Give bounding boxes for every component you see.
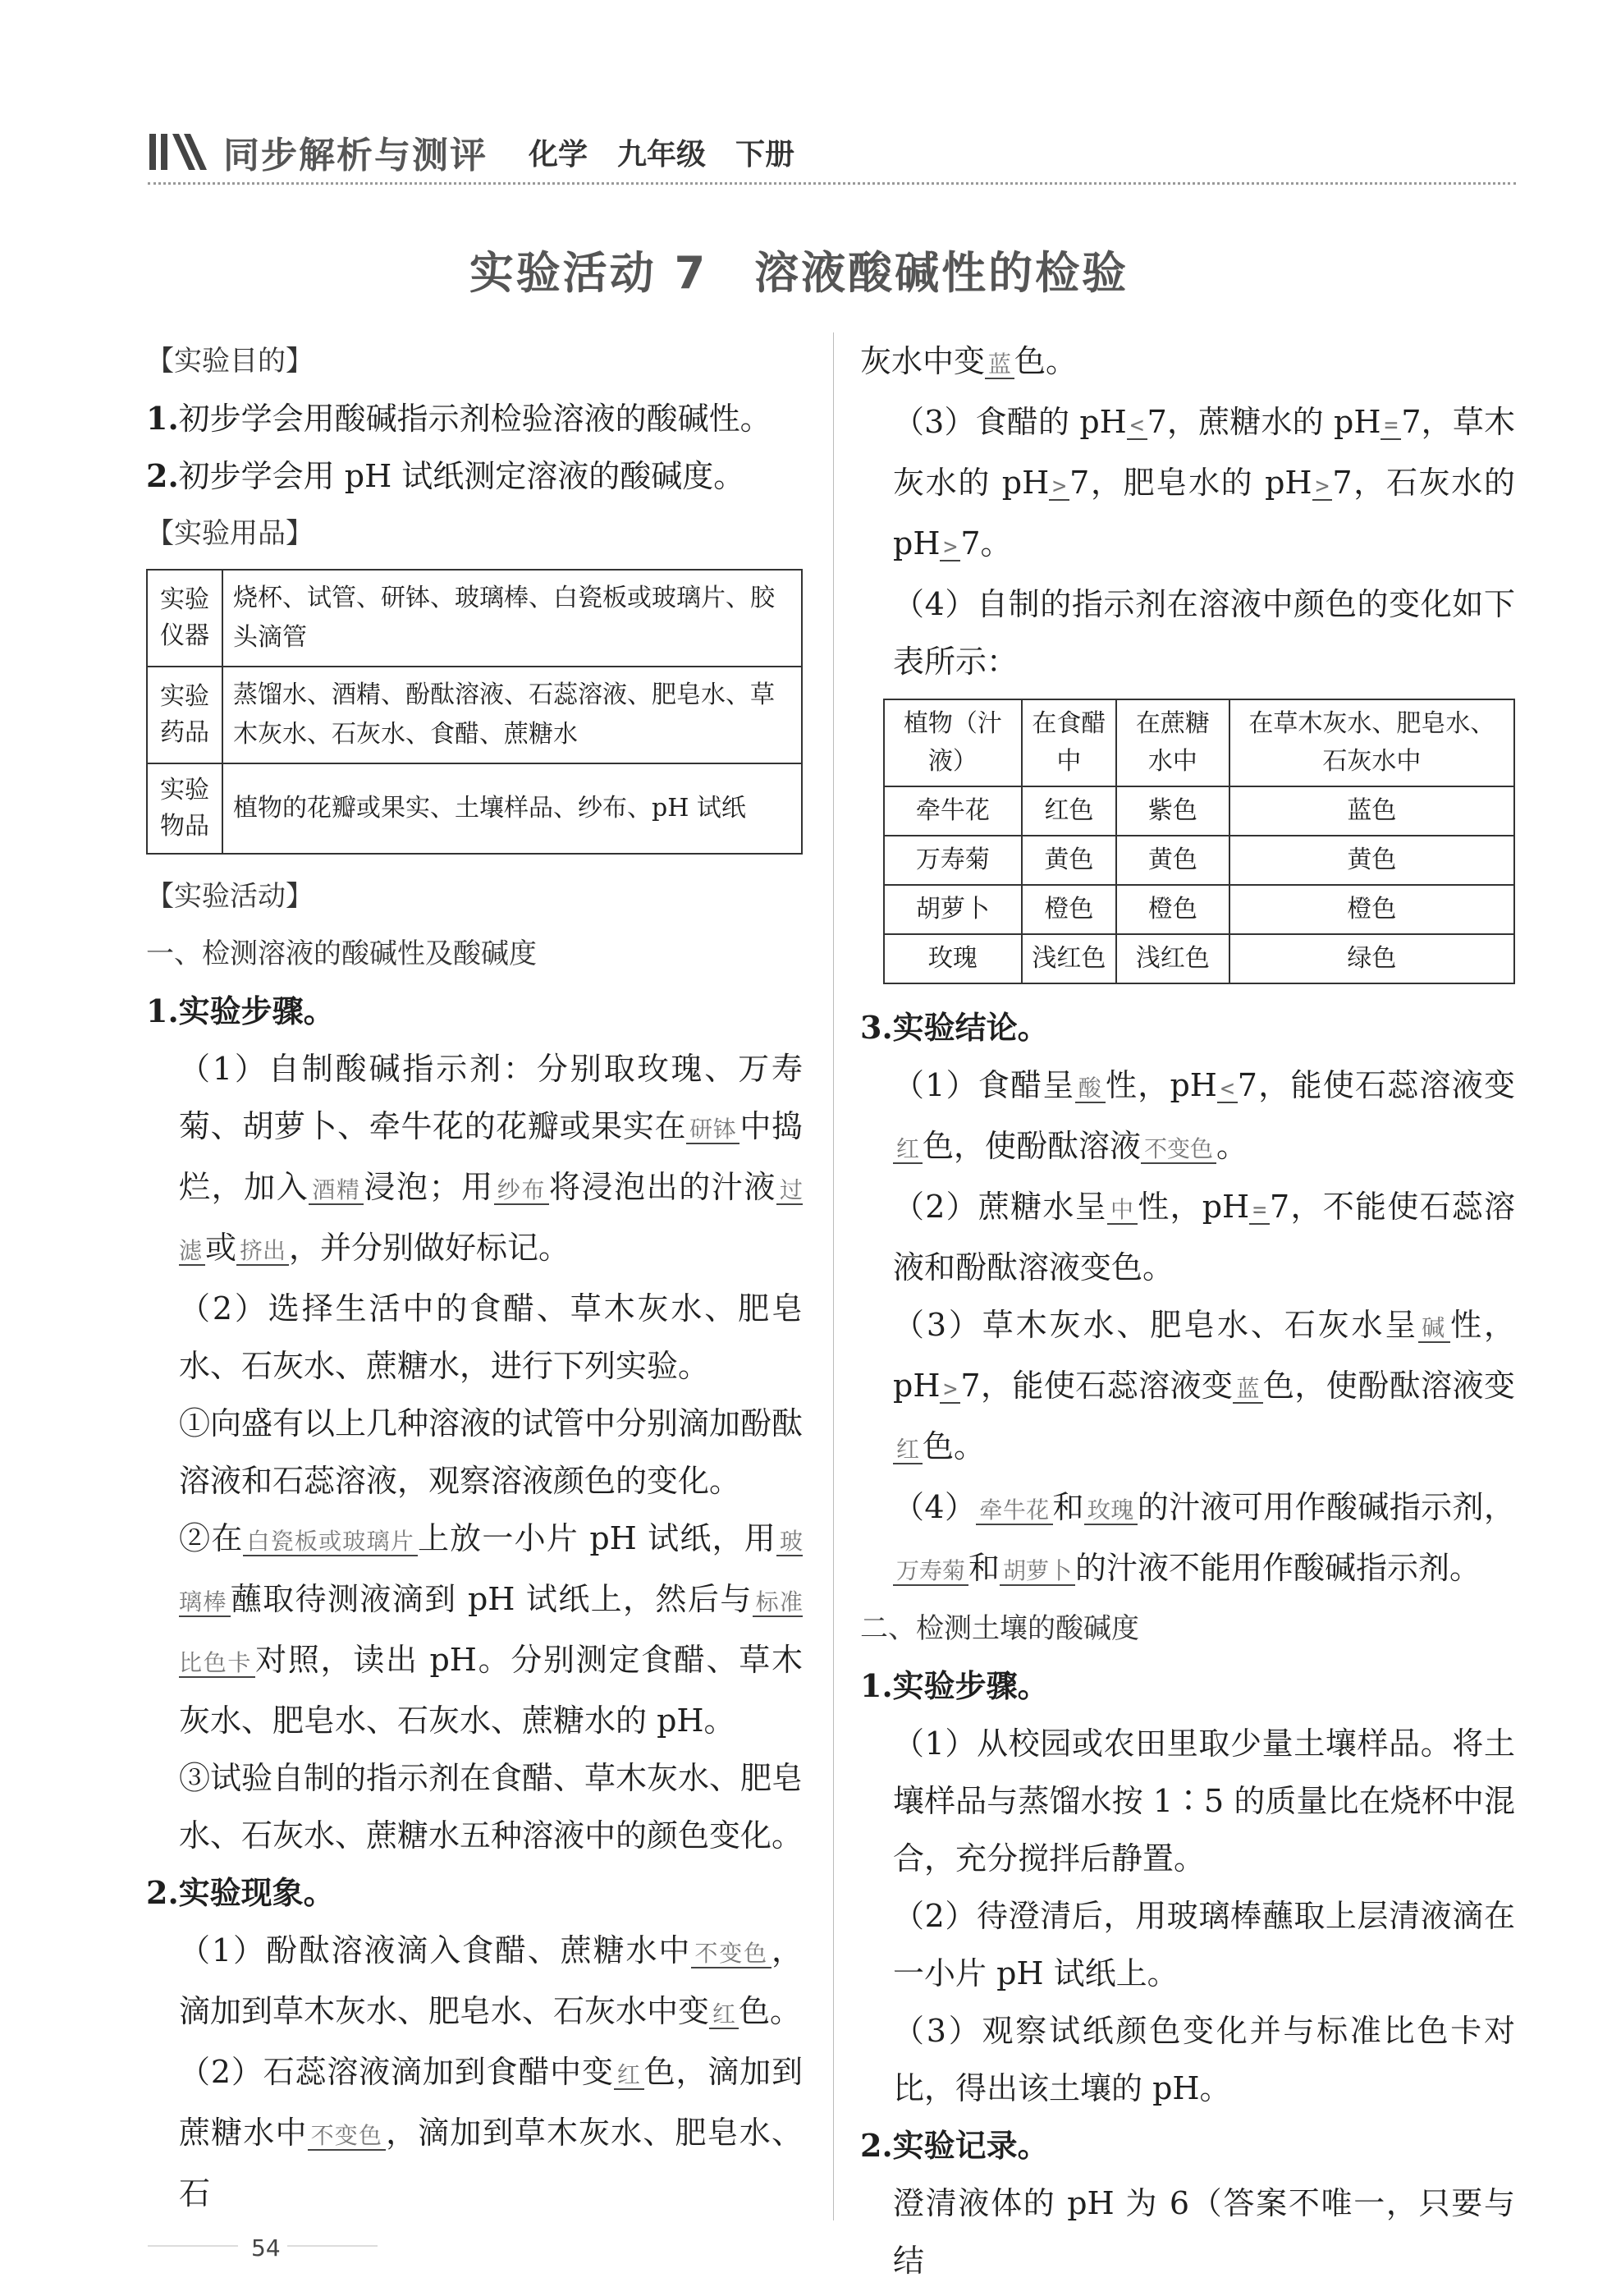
record-paragraph: 澄清液体的 pH 为 6（答案不唯一，只要与结 — [893, 2185, 1515, 2279]
table-row: 牵牛花 红色 紫色 蓝色 — [884, 786, 1514, 836]
answer-blank: 不变色 — [1141, 1135, 1216, 1164]
record-title: 2.实验记录。 — [860, 2127, 1049, 2164]
steps-title: 1.实验步骤。 — [860, 1667, 1049, 1704]
conclusion-paragraph: （3）草木灰水、肥皂水、石灰水呈 碱 性，pH > 7，能使石蕊溶液变 蓝 色，使酚酞溶液变红 色。 — [893, 1307, 1515, 1464]
step-paragraph: （2）待澄清后，用玻璃棒蘸取上层清液滴在一小片 pH 试纸上。 — [893, 1898, 1515, 1991]
page-title: 实验活动 7 溶液酸碱性的检验 — [469, 247, 1129, 299]
answer-blank: < — [1127, 411, 1147, 440]
step-paragraph: ①向盛有以上几种溶液的试管中分别滴加酚酞溶液和石蕊溶液，观察溶液颜色的变化。 — [179, 1405, 804, 1499]
answer-blank: < — [1217, 1075, 1238, 1103]
table-row: 胡萝卜 橙色 橙色 橙色 — [884, 885, 1514, 934]
step-paragraph: ②在 白瓷板或玻璃片 上放一小片 pH 试纸，用 玻璃棒 蘸取待测液滴到 pH 试纸上，然后与 标准比色卡 对照，读出 pH。分别测定食醋、草木灰水、肥皂水、石灰水、蔗糖水的 pH。 — [179, 1520, 803, 1739]
answer-blank: 碱 — [1418, 1314, 1450, 1343]
answer-blank: 不变色 — [691, 1940, 772, 1968]
answer-blank: > — [940, 1375, 960, 1404]
answer-blank: 牵牛花 — [976, 1496, 1052, 1525]
table-row: 玫瑰 浅红色 浅红色 绿色 — [884, 934, 1514, 983]
phenomena-paragraph: （4）自制的指示剂在溶液中颜色的变化如下表所示： — [893, 586, 1515, 680]
book-logo-icon — [148, 129, 213, 175]
column-divider — [833, 332, 834, 2220]
answer-blank: 红 — [614, 2061, 644, 2090]
answer-blank: 纱布 — [494, 1176, 549, 1205]
phenomena-paragraph: （2）石蕊溶液滴加到食醋中变 红 色，滴加到蔗糖水中 不变色 ，滴加到草木灰水、肥皂水、石 — [179, 2054, 803, 2211]
section-heading: 二、检测土壤的酸碱度 — [860, 1612, 1139, 1645]
table-header-row: 植物（汁液） 在食醋中 在蔗糖水中 在草木灰水、肥皂水、石灰水中 — [884, 699, 1514, 786]
answer-blank: 酒精 — [309, 1176, 364, 1205]
left-column — [146, 332, 803, 2222]
section-heading: 一、检测溶液的酸碱性及酸碱度 — [146, 937, 537, 970]
answer-blank: 不变色 — [308, 2122, 386, 2151]
conclusion-paragraph: （1）食醋呈 酸 性，pH < 7，能使石蕊溶液变红 色，使酚酞溶液 不变色 。 — [893, 1067, 1515, 1164]
answer-blank: 万寿菊 — [893, 1557, 968, 1586]
answer-blank: 白瓷板或玻璃片 — [243, 1528, 418, 1556]
right-column — [860, 332, 1515, 2289]
phenomena-title: 2.实验现象。 — [146, 1874, 335, 1911]
phenomena-continued: 灰水中变 蓝 色。 — [860, 343, 1078, 379]
steps-title: 1.实验步骤。 — [146, 992, 335, 1029]
conclusion-paragraph: （4） 牵牛花 和 玫瑰 的汁液可用作酸碱指示剂，万寿菊 和 胡萝卜 的汁液不能用作酸碱指示剂。 — [893, 1489, 1515, 1586]
table-row: 实验仪器 烧杯、试管、研钵、玻璃棒、白瓷板或玻璃片、胶头滴管 — [147, 570, 802, 667]
answer-blank: 研钵 — [686, 1116, 739, 1144]
answer-blank: = — [1381, 411, 1401, 440]
supplies-heading: 【实验用品】 — [146, 517, 314, 550]
step-paragraph: （1）自制酸碱指示剂：分别取玫瑰、万寿菊、胡萝卜、牵牛花的花瓣或果实在 研钵 中捣烂，加入 酒精 浸泡；用 纱布 将浸泡出的汁液 过滤 或 挤出 ，并分别做好标记。 — [179, 1051, 803, 1266]
answer-blank: 蓝 — [985, 351, 1014, 379]
answer-blank: 酸 — [1075, 1075, 1106, 1103]
goal-item: 1.初步学会用酸碱指示剂检验溶液的酸碱性。 — [146, 400, 772, 437]
phenomena-paragraph: （3）食醋的 pH < 7，蔗糖水的 pH = 7，草木灰水的 pH > 7，肥皂水的 pH > 7，石灰水的 pH > 7。 — [893, 404, 1515, 561]
activity-heading: 【实验活动】 — [146, 880, 314, 913]
answer-blank: 红 — [709, 2000, 739, 2029]
series-title: 同步解析与测评 — [223, 135, 488, 176]
answer-blank: 红 — [893, 1436, 923, 1464]
answer-blank: 挤出 — [236, 1237, 289, 1266]
goal-item: 2.初步学会用 pH 试纸测定溶液的酸碱度。 — [146, 457, 745, 494]
conclusion-title: 3.实验结论。 — [860, 1009, 1049, 1046]
supplies-table — [146, 569, 803, 855]
table-row: 万寿菊 黄色 黄色 黄色 — [884, 836, 1514, 885]
footer-rule — [287, 2245, 378, 2247]
table-row: 实验药品 蒸馏水、酒精、酚酞溶液、石蕊溶液、肥皂水、草木灰水、石灰水、食醋、蔗糖水 — [147, 667, 802, 763]
answer-blank: = — [1249, 1196, 1270, 1225]
footer-rule — [148, 2245, 238, 2247]
header-divider — [148, 182, 1516, 185]
goal-heading: 【实验目的】 — [146, 345, 314, 378]
step-paragraph: （2）选择生活中的食醋、草木灰水、肥皂水、石灰水、蔗糖水，进行下列实验。 — [179, 1290, 803, 1384]
step-paragraph: ③试验自制的指示剂在食醋、草木灰水、肥皂水、石灰水、蔗糖水五种溶液中的颜色变化。 — [179, 1760, 804, 1854]
answer-blank: 标准比色卡 — [179, 1588, 803, 1676]
answer-blank: > — [940, 533, 960, 561]
answer-blank: 红 — [893, 1135, 923, 1164]
subject-label: 化学 九年级 下册 — [529, 137, 795, 172]
answer-blank: 玫瑰 — [1084, 1496, 1138, 1525]
indicator-table — [883, 699, 1515, 984]
answer-blank: > — [1312, 472, 1333, 501]
answer-blank: 蓝 — [1233, 1375, 1262, 1404]
answer-blank: 过滤 — [179, 1176, 803, 1264]
step-paragraph: （3）观察试纸颜色变化并与标准比色卡对比，得出该土壤的 pH。 — [893, 2013, 1515, 2106]
phenomena-paragraph: （1）酚酞溶液滴入食醋、蔗糖水中 不变色 ，滴加到草木灰水、肥皂水、石灰水中变 红 色。 — [179, 1932, 803, 2029]
answer-blank: 玻璃棒 — [179, 1528, 803, 1615]
answer-blank: 中 — [1107, 1196, 1138, 1225]
answer-blank: 胡萝卜 — [1000, 1557, 1075, 1586]
table-row: 实验物品 植物的花瓣或果实、土壤样品、纱布、pH 试纸 — [147, 763, 802, 854]
answer-blank: > — [1049, 472, 1069, 501]
step-paragraph: （1）从校园或农田里取少量土壤样品。将土壤样品与蒸馏水按 1∶5 的质量比在烧杯中混合，充分搅拌后静置。 — [893, 1725, 1515, 1877]
page-number: 54 — [251, 2234, 281, 2262]
page-header — [148, 123, 794, 181]
conclusion-paragraph: （2）蔗糖水呈 中 性，pH = 7，不能使石蕊溶液和酚酞溶液变色。 — [893, 1189, 1515, 1285]
